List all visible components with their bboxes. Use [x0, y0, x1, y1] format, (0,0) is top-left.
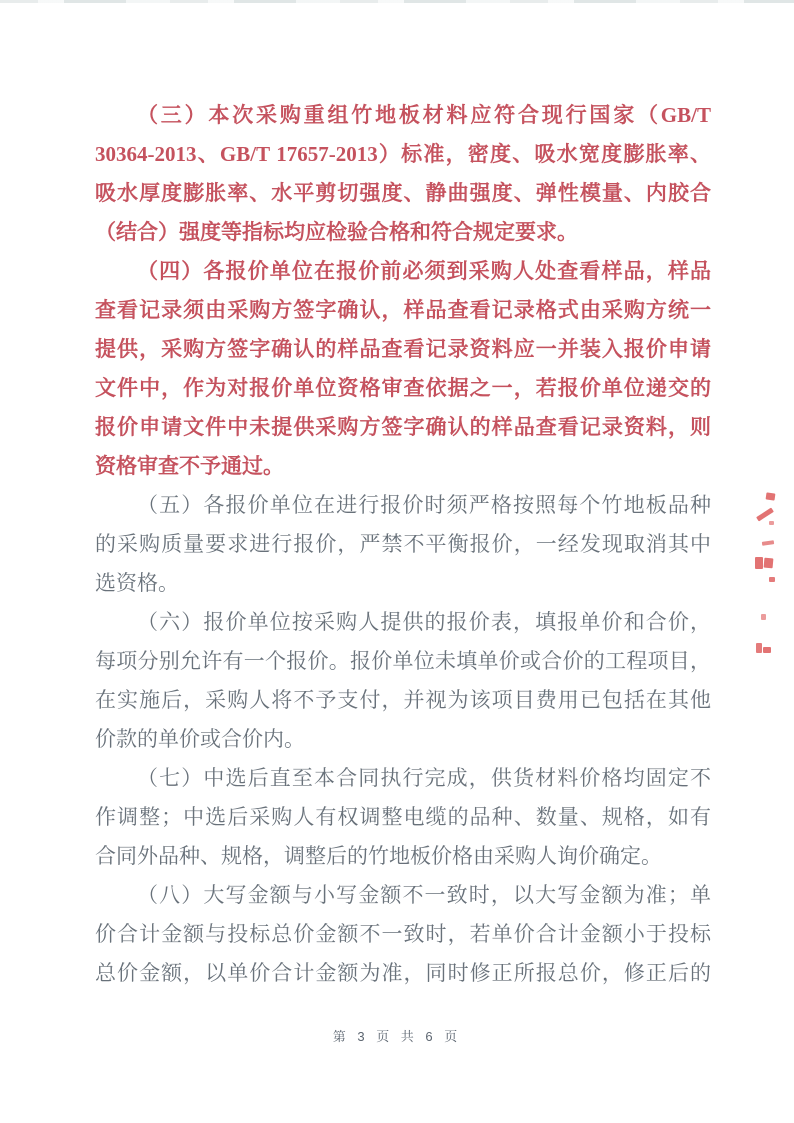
text-line: （三）本次采购重组竹地板材料应符合现行国家（GB/T	[137, 103, 711, 127]
text-line: 的采购质量要求进行报价，严禁不平衡报价，一经发现取消其中	[95, 532, 711, 556]
text-line: 总价金额，以单价合计金额为准，同时修正所报总价，修正后的	[95, 961, 711, 985]
text-line: （八）大写金额与小写金额不一致时，以大写金额为准；单	[137, 883, 711, 907]
seal-fragment	[766, 492, 776, 500]
text-line: （七）中选后直至本合同执行完成，供货材料价格均固定不	[137, 766, 711, 790]
text-line: 30364-2013、GB/T 17657-2013）标准，密度、吸水宽度膨胀率、	[95, 142, 711, 166]
text-line: （结合）强度等指标均应检验合格和符合规定要求。	[95, 220, 578, 244]
text-line: 价款的单价或合价内。	[95, 727, 305, 751]
paragraph-item-4	[95, 252, 711, 486]
seal-fragment	[763, 647, 771, 653]
seal-fragment	[756, 508, 774, 522]
text-line: 提供，采购方签字确认的样品查看记录资料应一并装入报价申请	[95, 337, 711, 361]
text-line: 报价申请文件中未提供采购方签字确认的样品查看记录资料，则	[95, 415, 711, 439]
text-line: 吸水厚度膨胀率、水平剪切强度、静曲强度、弹性模量、内胶合	[95, 181, 711, 205]
text-line: 价合计金额与投标总价金额不一致时，若单价合计金额小于投标	[95, 922, 711, 946]
paragraph-item-5	[95, 486, 711, 603]
document-body	[95, 96, 711, 993]
seal-fragment	[762, 540, 774, 546]
seal-fragment	[764, 558, 774, 569]
text-line: 合同外品种、规格，调整后的竹地板价格由采购人询价确定。	[95, 844, 662, 868]
text-line: （四）各报价单位在报价前必须到采购人处查看样品，样品	[137, 259, 711, 283]
paragraph-item-6	[95, 603, 711, 759]
text-line: （六）报价单位按采购人提供的报价表，填报单价和合价，	[137, 610, 711, 634]
seal-fragment	[769, 521, 774, 525]
scan-edge-artifact	[0, 0, 794, 3]
text-line: 在实施后，采购人将不予支付，并视为该项目费用已包括在其他	[95, 688, 711, 712]
seal-fragment	[769, 577, 775, 582]
text-line: （五）各报价单位在进行报价时须严格按照每个竹地板品种	[137, 493, 711, 517]
page-footer: 第 3 页 共 6 页	[332, 1029, 462, 1044]
text-line: 资格审查不予通过。	[95, 454, 284, 478]
text-line: 作调整；中选后采购人有权调整电缆的品种、数量、规格，如有	[95, 805, 711, 829]
paragraph-item-8	[95, 876, 711, 993]
seal-fragment	[755, 557, 763, 569]
seal-fragment	[756, 643, 762, 653]
paragraph-item-7	[95, 759, 711, 876]
text-line: 每项分别允许有一个报价。报价单位未填单价或合价的工程项目，	[95, 649, 711, 673]
paragraph-item-3	[95, 96, 711, 252]
seal-fragment	[761, 614, 766, 620]
text-line: 选资格。	[95, 571, 179, 595]
text-line: 文件中，作为对报价单位资格审查依据之一，若报价单位递交的	[95, 376, 711, 400]
text-line: 查看记录须由采购方签字确认，样品查看记录格式由采购方统一	[95, 298, 711, 322]
